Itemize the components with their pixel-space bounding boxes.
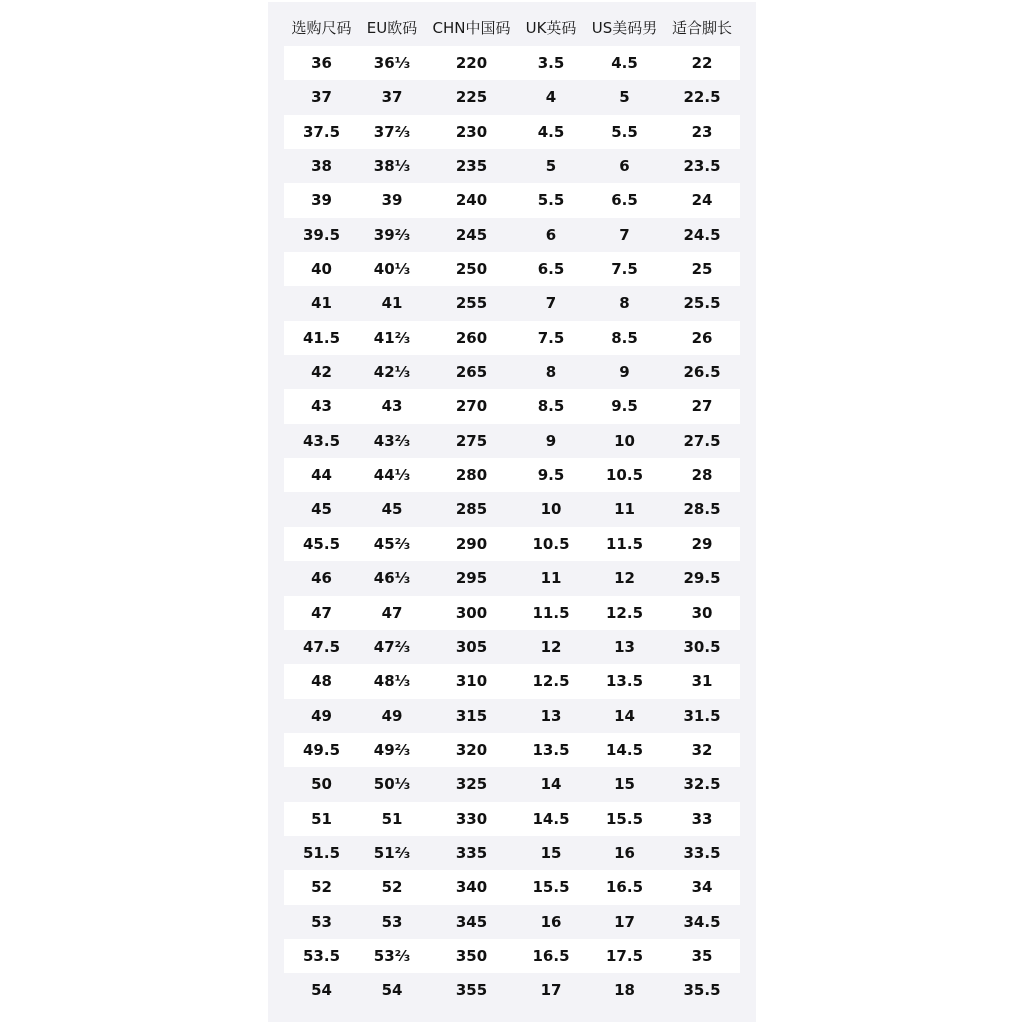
cell-chn-size: 330 xyxy=(455,809,488,828)
cell-chn-size: 340 xyxy=(455,878,488,897)
cell-us-men-size: 9.5 xyxy=(611,397,638,416)
cell-eu-size: 53⅔ xyxy=(373,946,411,965)
cell-purchase-size: 49.5 xyxy=(302,740,341,759)
cell-us-men-size: 7 xyxy=(619,225,630,244)
cell-chn-size: 295 xyxy=(455,569,488,588)
cell-chn-size: 320 xyxy=(455,740,488,759)
cell-eu-size: 49⅔ xyxy=(373,740,411,759)
cell-chn-size: 305 xyxy=(455,637,488,656)
cell-foot-length: 25.5 xyxy=(683,294,721,313)
table-row xyxy=(284,115,740,149)
table-row xyxy=(284,802,740,836)
cell-chn-size: 285 xyxy=(455,500,488,519)
cell-chn-size: 275 xyxy=(455,431,488,450)
cell-chn-size: 270 xyxy=(455,397,488,416)
header-purchase-size: 选购尺码 xyxy=(291,19,352,37)
cell-us-men-size: 16 xyxy=(614,843,635,862)
cell-purchase-size: 49 xyxy=(311,706,332,725)
cell-us-men-size: 5.5 xyxy=(611,122,638,141)
cell-chn-size: 220 xyxy=(455,54,488,72)
cell-uk-size: 15.5 xyxy=(532,878,570,897)
cell-chn-size: 225 xyxy=(455,88,488,107)
cell-chn-size: 355 xyxy=(455,981,488,1000)
cell-uk-size: 16 xyxy=(540,912,562,931)
table-row xyxy=(284,424,740,458)
cell-foot-length: 30.5 xyxy=(683,637,721,656)
cell-eu-size: 37⅔ xyxy=(373,122,411,141)
cell-eu-size: 44⅓ xyxy=(373,466,411,485)
header-uk-size: UK英码 xyxy=(525,19,577,37)
cell-purchase-size: 40 xyxy=(311,260,332,279)
cell-uk-size: 3.5 xyxy=(537,54,565,72)
cell-eu-size: 49 xyxy=(381,706,403,725)
cell-us-men-size: 15 xyxy=(614,775,635,794)
cell-uk-size: 16.5 xyxy=(532,946,570,965)
cell-purchase-size: 51.5 xyxy=(302,843,341,862)
cell-foot-length: 34 xyxy=(691,878,713,897)
cell-purchase-size: 37 xyxy=(311,88,332,107)
cell-eu-size: 47 xyxy=(381,603,403,622)
cell-eu-size: 51 xyxy=(381,809,403,828)
cell-eu-size: 45⅔ xyxy=(373,534,411,553)
cell-purchase-size: 53 xyxy=(311,912,332,931)
cell-purchase-size: 42 xyxy=(311,363,332,382)
cell-chn-size: 240 xyxy=(455,191,488,210)
cell-eu-size: 41 xyxy=(381,294,403,313)
cell-us-men-size: 10.5 xyxy=(605,466,644,485)
cell-purchase-size: 47 xyxy=(311,603,332,622)
table-row xyxy=(284,699,740,733)
size-chart-header xyxy=(268,10,756,46)
cell-uk-size: 4.5 xyxy=(537,122,565,141)
cell-uk-size: 5 xyxy=(545,157,557,176)
cell-us-men-size: 18 xyxy=(614,981,635,1000)
table-row xyxy=(284,149,740,183)
table-row xyxy=(284,767,740,801)
cell-foot-length: 22 xyxy=(691,54,713,72)
cell-chn-size: 335 xyxy=(455,843,488,862)
cell-eu-size: 51⅔ xyxy=(373,843,411,862)
cell-eu-size: 43⅔ xyxy=(373,431,411,450)
cell-chn-size: 345 xyxy=(455,912,488,931)
cell-purchase-size: 45.5 xyxy=(302,534,341,553)
cell-chn-size: 300 xyxy=(455,603,488,622)
cell-uk-size: 7 xyxy=(545,294,557,313)
cell-chn-size: 260 xyxy=(455,328,488,347)
table-row xyxy=(284,664,740,698)
table-row xyxy=(284,286,740,320)
cell-purchase-size: 43.5 xyxy=(302,431,341,450)
cell-uk-size: 12 xyxy=(540,637,562,656)
cell-chn-size: 325 xyxy=(455,775,488,794)
cell-us-men-size: 16.5 xyxy=(605,878,644,897)
cell-us-men-size: 11 xyxy=(614,500,635,519)
cell-foot-length: 33 xyxy=(691,809,713,828)
cell-uk-size: 13 xyxy=(540,706,562,725)
cell-us-men-size: 11.5 xyxy=(605,534,644,553)
table-row xyxy=(284,733,740,767)
cell-uk-size: 9 xyxy=(545,431,557,450)
header-foot-length: 适合脚长 xyxy=(671,19,733,37)
cell-eu-size: 48⅓ xyxy=(373,672,411,691)
cell-us-men-size: 4.5 xyxy=(611,54,638,72)
header-us-men-size: US美码男 xyxy=(591,19,658,37)
cell-foot-length: 26.5 xyxy=(683,363,721,382)
cell-us-men-size: 6 xyxy=(619,157,630,176)
cell-foot-length: 23 xyxy=(691,122,713,141)
cell-purchase-size: 37.5 xyxy=(302,122,341,141)
table-row xyxy=(284,527,740,561)
cell-eu-size: 42⅓ xyxy=(373,363,411,382)
cell-uk-size: 4 xyxy=(545,88,557,107)
cell-eu-size: 43 xyxy=(381,397,403,416)
cell-chn-size: 250 xyxy=(455,260,488,279)
cell-us-men-size: 17.5 xyxy=(605,946,644,965)
table-row xyxy=(284,630,740,664)
table-row xyxy=(284,458,740,492)
cell-us-men-size: 5 xyxy=(619,88,630,107)
cell-foot-length: 32.5 xyxy=(683,775,721,794)
table-row xyxy=(284,939,740,973)
table-row xyxy=(284,492,740,526)
cell-purchase-size: 48 xyxy=(311,672,332,691)
cell-eu-size: 54 xyxy=(381,981,403,1000)
cell-eu-size: 45 xyxy=(381,500,403,519)
cell-purchase-size: 39.5 xyxy=(302,225,341,244)
cell-purchase-size: 39 xyxy=(311,191,332,210)
table-row xyxy=(284,561,740,595)
cell-chn-size: 350 xyxy=(455,946,488,965)
cell-chn-size: 315 xyxy=(455,706,488,725)
table-row xyxy=(284,321,740,355)
cell-uk-size: 10.5 xyxy=(532,534,570,553)
cell-foot-length: 26 xyxy=(691,328,713,347)
table-row xyxy=(284,836,740,870)
cell-eu-size: 46⅓ xyxy=(373,569,411,588)
cell-uk-size: 14 xyxy=(540,775,562,794)
cell-uk-size: 13.5 xyxy=(532,740,570,759)
cell-eu-size: 41⅔ xyxy=(373,328,411,347)
cell-uk-size: 14.5 xyxy=(532,809,570,828)
cell-uk-size: 6.5 xyxy=(537,260,565,279)
cell-us-men-size: 13.5 xyxy=(605,672,644,691)
cell-uk-size: 9.5 xyxy=(537,466,565,485)
cell-chn-size: 230 xyxy=(455,122,488,141)
cell-purchase-size: 46 xyxy=(311,569,332,588)
cell-foot-length: 30 xyxy=(691,603,713,622)
cell-uk-size: 6 xyxy=(545,225,557,244)
table-row xyxy=(284,355,740,389)
cell-uk-size: 8 xyxy=(545,363,557,382)
cell-foot-length: 27.5 xyxy=(683,431,721,450)
cell-eu-size: 37 xyxy=(381,88,403,107)
cell-foot-length: 31 xyxy=(691,672,713,691)
cell-eu-size: 39 xyxy=(381,191,403,210)
cell-eu-size: 47⅔ xyxy=(373,637,411,656)
cell-purchase-size: 44 xyxy=(311,466,332,485)
cell-eu-size: 38⅓ xyxy=(373,157,411,176)
cell-us-men-size: 12 xyxy=(614,569,635,588)
cell-us-men-size: 14.5 xyxy=(605,740,644,759)
cell-chn-size: 235 xyxy=(455,157,488,176)
cell-uk-size: 11 xyxy=(540,569,562,588)
table-row xyxy=(284,905,740,939)
cell-us-men-size: 8 xyxy=(619,294,630,313)
cell-chn-size: 245 xyxy=(455,225,488,244)
cell-purchase-size: 54 xyxy=(311,981,332,1000)
cell-purchase-size: 53.5 xyxy=(302,946,341,965)
cell-eu-size: 40⅓ xyxy=(373,260,411,279)
table-row xyxy=(284,46,740,80)
cell-chn-size: 290 xyxy=(455,534,488,553)
table-row xyxy=(284,252,740,286)
cell-foot-length: 23.5 xyxy=(683,157,721,176)
cell-foot-length: 27 xyxy=(691,397,713,416)
cell-uk-size: 5.5 xyxy=(537,191,565,210)
cell-uk-size: 7.5 xyxy=(537,328,565,347)
cell-purchase-size: 36 xyxy=(311,54,332,72)
table-row xyxy=(284,596,740,630)
cell-foot-length: 35.5 xyxy=(683,981,721,1000)
cell-purchase-size: 41 xyxy=(311,294,332,313)
cell-chn-size: 280 xyxy=(455,466,488,485)
cell-uk-size: 11.5 xyxy=(532,603,570,622)
cell-purchase-size: 45 xyxy=(311,500,332,519)
table-row xyxy=(284,870,740,904)
size-chart-panel xyxy=(268,2,756,1022)
cell-foot-length: 29 xyxy=(691,534,713,553)
cell-us-men-size: 15.5 xyxy=(605,809,644,828)
cell-eu-size: 52 xyxy=(381,878,403,897)
cell-chn-size: 255 xyxy=(455,294,488,313)
cell-eu-size: 53 xyxy=(381,912,403,931)
cell-chn-size: 310 xyxy=(455,672,488,691)
cell-uk-size: 8.5 xyxy=(537,397,565,416)
cell-foot-length: 34.5 xyxy=(683,912,721,931)
cell-us-men-size: 7.5 xyxy=(611,260,638,279)
table-row xyxy=(284,80,740,114)
header-chn-size: CHN中国码 xyxy=(432,19,511,37)
cell-foot-length: 22.5 xyxy=(683,88,721,107)
cell-purchase-size: 51 xyxy=(311,809,332,828)
cell-us-men-size: 13 xyxy=(614,637,635,656)
cell-us-men-size: 6.5 xyxy=(611,191,638,210)
cell-purchase-size: 50 xyxy=(311,775,332,794)
cell-foot-length: 25 xyxy=(691,260,713,279)
cell-foot-length: 31.5 xyxy=(683,706,721,725)
cell-purchase-size: 41.5 xyxy=(302,328,341,347)
cell-chn-size: 265 xyxy=(455,363,488,382)
cell-foot-length: 33.5 xyxy=(683,843,721,862)
cell-us-men-size: 8.5 xyxy=(611,328,638,347)
cell-eu-size: 50⅓ xyxy=(373,775,411,794)
table-row xyxy=(284,973,740,1007)
cell-foot-length: 28.5 xyxy=(683,500,721,519)
cell-uk-size: 17 xyxy=(540,981,562,1000)
cell-purchase-size: 47.5 xyxy=(302,637,341,656)
cell-purchase-size: 52 xyxy=(311,878,332,897)
table-row xyxy=(284,218,740,252)
cell-foot-length: 32 xyxy=(691,740,713,759)
cell-us-men-size: 14 xyxy=(614,706,635,725)
cell-uk-size: 12.5 xyxy=(532,672,570,691)
cell-foot-length: 24 xyxy=(691,191,713,210)
header-eu-size: EU欧码 xyxy=(366,19,418,37)
size-chart-rows xyxy=(284,46,740,1008)
cell-foot-length: 35 xyxy=(691,946,713,965)
cell-eu-size: 39⅔ xyxy=(373,225,411,244)
cell-purchase-size: 38 xyxy=(311,157,332,176)
cell-foot-length: 24.5 xyxy=(683,225,721,244)
table-row xyxy=(284,183,740,217)
cell-eu-size: 36⅓ xyxy=(373,54,411,72)
cell-us-men-size: 12.5 xyxy=(605,603,644,622)
cell-foot-length: 28 xyxy=(691,466,713,485)
cell-us-men-size: 17 xyxy=(614,912,635,931)
cell-us-men-size: 10 xyxy=(614,431,635,450)
cell-purchase-size: 43 xyxy=(311,397,332,416)
cell-foot-length: 29.5 xyxy=(683,569,721,588)
cell-us-men-size: 9 xyxy=(619,363,630,382)
cell-uk-size: 10 xyxy=(540,500,562,519)
table-row xyxy=(284,389,740,423)
cell-uk-size: 15 xyxy=(540,843,562,862)
